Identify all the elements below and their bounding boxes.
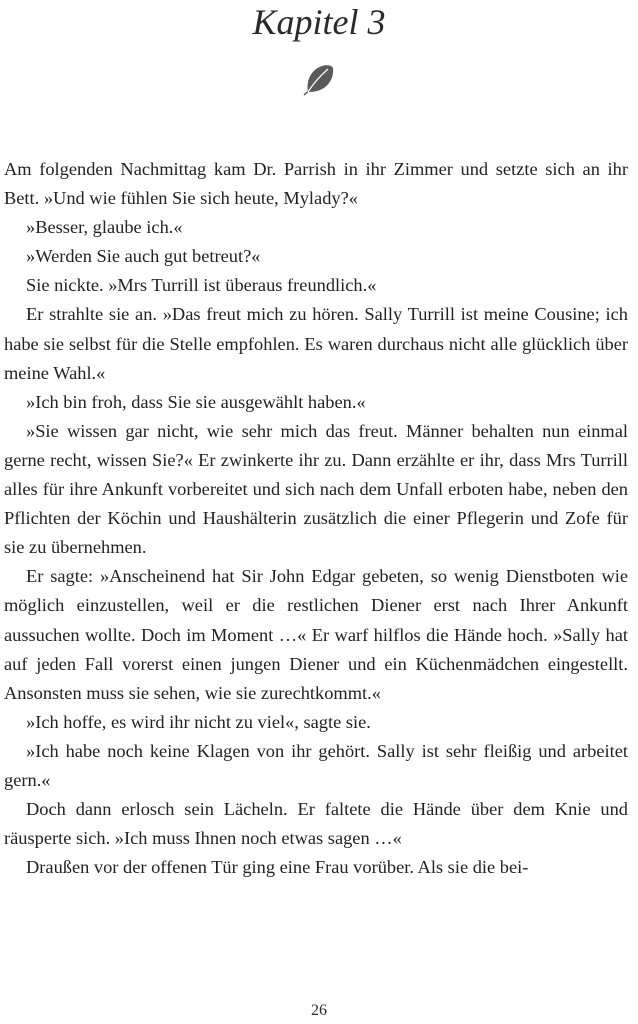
chapter-title: Kapitel 3 — [252, 2, 386, 42]
paragraph: »Ich hoffe, es wird ihr nicht zu viel«, sagte sie. — [26, 711, 371, 732]
paragraph: Draußen vor der offenen Tür ging eine Frau vorüber. Als sie die bei- — [26, 857, 529, 878]
chapter-body — [4, 155, 628, 882]
paragraph: »Sie wissen gar nicht, wie sehr mich das freut. Männer behalten nun einmal gerne recht, wissen Sie?« Er zwinkerte ihr zu. Dann erzählte er ihr, dass Mrs Turrill alles für ihre Ankunft vorbereitet und sich nach dem Unfall erboten habe, neben den Pflichten der Köchin und Haushälterin zusätzlich die einer Pflegerin und Zofe für sie zu übernehmen. — [4, 420, 628, 558]
leaf-icon — [300, 62, 336, 96]
paragraph: »Werden Sie auch gut betreut?« — [26, 246, 261, 267]
paragraph: »Ich bin froh, dass Sie sie ausgewählt haben.« — [26, 391, 366, 412]
page-number: 26 — [311, 1002, 327, 1019]
paragraph: Doch dann erlosch sein Lächeln. Er faltete die Hände über dem Knie und räusperte sich. »Ich muss Ihnen noch etwas sagen …« — [4, 799, 628, 849]
paragraph: Er sagte: »Anscheinend hat Sir John Edgar gebeten, so wenig Dienstboten wie möglich einzustellen, weil er die restlichen Diener erst nach Ihrer Ankunft aussuchen wollte. Doch im Moment …« Er warf hilflos die Hände hoch. »Sally hat auf jeden Fall vorerst einen jungen Diener und ein Küchenmädchen eingestellt. Ansonsten muss sie sehen, wie sie zurechtkommt.« — [4, 566, 628, 703]
paragraph: »Besser, glaube ich.« — [26, 217, 183, 238]
paragraph: Er strahlte sie an. »Das freut mich zu hören. Sally Turrill ist meine Cousine; ich habe sie selbst für die Stelle empfohlen. Es waren durchaus nicht alle glücklich über meine Wahl.« — [4, 304, 628, 383]
paragraph: »Ich habe noch keine Klagen von ihr gehört. Sally ist sehr fleißig und arbeitet gern.« — [4, 740, 628, 790]
paragraph: Sie nickte. »Mrs Turrill ist überaus freundlich.« — [26, 275, 377, 296]
paragraph: Am folgenden Nachmittag kam Dr. Parrish in ihr Zimmer und setzte sich an ihr Bett. »Und wie fühlen Sie sich heute, Mylady?« — [4, 159, 628, 209]
